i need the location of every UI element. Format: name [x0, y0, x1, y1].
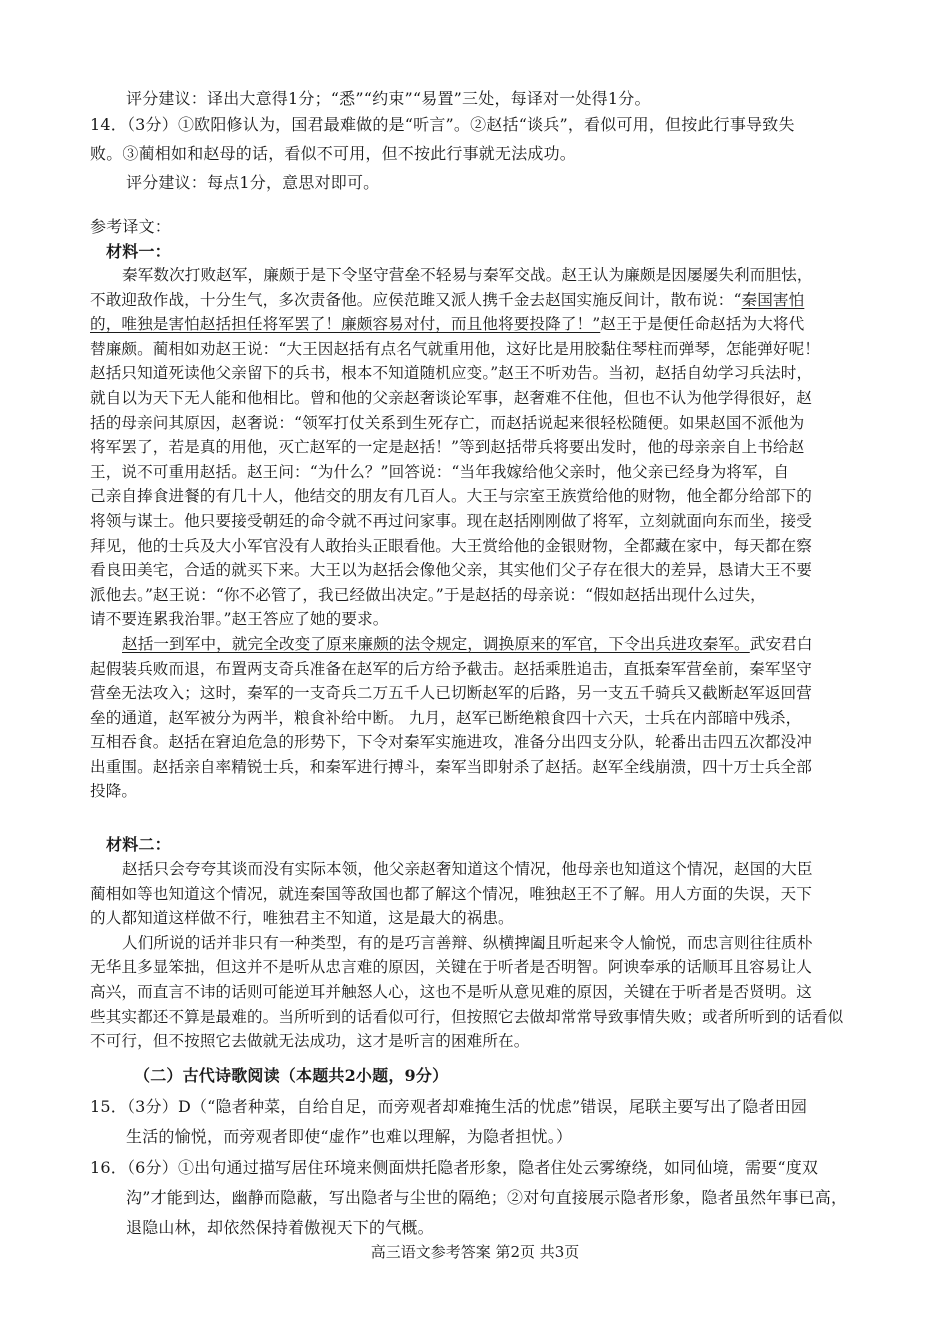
q15-line-2: 生活的愉悦，而旁观者即使“虚作”也难以理解，为隐者担忧。） — [126, 1127, 573, 1146]
m1-line: 括的母亲问其原因，赵奢说：“领军打仗关系到生死存亡，而赵括说起来很轻松随便。如果赵国不派他为 — [90, 413, 805, 432]
m1-underlined-text: 赵括一到军中，就完全改变了原来廉颇的法令规定，调换原来的军官，下令出兵进攻秦军。 — [122, 634, 750, 653]
scoring-line: 评分建议：译出大意得1分；“悉”“约束”“易置”三处，每译对一处得1分。 — [126, 89, 651, 108]
q14-line-2: 败。③蔺相如和赵母的话，看似不可用，但不按此行事就无法成功。 — [90, 144, 577, 163]
m1-underlined-text: 秦国害怕 — [741, 290, 805, 309]
m1-line: 营垒无法攻入；这时，秦军的一支奇兵二万五千人已切断赵军的后路，另一支五千骑兵又截断赵军返回营 — [90, 684, 812, 703]
m1-line: 将领与谋士。他只要接受朝廷的命令就不再过问家事。现在赵括刚刚做了将军，立刻就面向东而坐，接受 — [90, 511, 812, 530]
m1-line: 互相吞食。赵括在窘迫危急的形势下，下令对秦军实施进攻，准备分出四支分队，轮番出击四五次都没冲 — [90, 733, 812, 752]
m2-line: 不可行，但不按照它去做就无法成功，这才是听言的困难所在。 — [90, 1032, 530, 1051]
q16-line-1: 16．（6分）①出句通过描写居住环境来侧面烘托隐者形象，隐者住处云雾缭绕，如同仙境，需要“度双 — [90, 1158, 819, 1177]
q16-line-2: 沟”才能到达，幽静而隐蔽，写出隐者与尘世的隔绝；②对句直接展示隐者形象，隐者虽然年事已高， — [126, 1188, 848, 1207]
m1-line: 己亲自捧食进餐的有几十人，他结交的朋友有几百人。大王与宗室王族赏给他的财物，他全都分给部下的 — [90, 487, 812, 506]
m1-line: 起假装兵败而退，布置两支奇兵准备在赵军的后方给予截击。赵括乘胜追击，直抵秦军营垒前，秦军坚守 — [90, 659, 812, 678]
m1-line: 垒的通道，赵军被分为两半，粮食补给中断。 九月，赵军已断绝粮食四十六天，士兵在内部暗中残杀， — [90, 708, 802, 727]
reference-translation — [90, 214, 880, 264]
m1-line: 不敢迎敌作战，十分生气，多次责备他。应侯范雎又派人携千金去赵国实施反间计，散布说：“秦国害怕 — [90, 290, 805, 309]
material-2 — [90, 832, 880, 1054]
m2-line: 些其实都还不算是最难的。当所听到的话看似可行，但按照它去做却常常导致事情失败；或者所听到的话看似 — [90, 1007, 844, 1026]
m1-line: 就自以为天下无人能和他相比。曾和他的父亲赵奢谈论军事，赵奢难不住他，但也不认为他学得很好，赵 — [90, 388, 812, 407]
m2-line: 的人都知道这样做不行，唯独君主不知道，这是最大的祸患。 — [90, 909, 514, 928]
question-15-answer — [90, 1094, 880, 1149]
m2-line: 无华且多显笨拙，但这并不是听从忠言难的原因，关键在于听者是否明智。阿谀奉承的话顺耳且容易让人 — [90, 958, 812, 977]
m1-line: 投降。 — [90, 782, 138, 801]
m2-line: 高兴，而直言不讳的话则可能逆耳并触怒人心，这也不是听从意见难的原因，关键在于听者是否贤明。这 — [90, 982, 812, 1001]
q15-line-1: 15．（3分）D（“隐者种菜，自给自足，而旁观者却难掩生活的忧虑”错误，尾联主要写出了隐者田园 — [90, 1097, 808, 1116]
m1-line: 出重围。赵括亲自率精锐士兵，和秦军进行搏斗，秦军当即射杀了赵括。赵军全线崩溃，四十万士兵全部 — [90, 757, 812, 776]
m1-line: 王，说不可重用赵括。赵王问：“为什么？”回答说：“当年我嫁给他父亲时，他父亲已经身为将军，自 — [90, 462, 790, 481]
section-2-heading: （二）古代诗歌阅读（本题共2小题，9分） — [134, 1066, 449, 1085]
section-2-heading-block — [90, 1063, 880, 1088]
q14-line-1: 14．（3分）①欧阳修认为，国君最难做的是“听言”。②赵括“谈兵”，看似可用，但按此行事导致失 — [90, 115, 795, 134]
scoring-note-13 — [90, 86, 880, 111]
m1-line: 看良田美宅，合适的就买下来。大王以为赵括会像他父亲，其实他们父子存在很大的差异，恳请大王不要 — [90, 561, 812, 580]
m1-line: 替廉颇。蔺相如劝赵王说：“大王因赵括有点名气就重用他，这好比是用胶黏住琴柱而弹琴，怎能弹好呢！ — [90, 339, 820, 358]
m1-line: 请不要连累我治罪。”赵王答应了她的要求。 — [90, 610, 389, 629]
m1-line: 将军罢了，若是真的用他，灭亡赵军的一定是赵括！”等到赵括带兵将要出发时，他的母亲亲自上书给赵 — [90, 438, 805, 457]
m1-line: 的，唯独是害怕赵括担任将军罢了！廉颇容易对付，而且他将要投降了！”赵王于是便任命赵括为大将代 — [90, 315, 805, 334]
m1-underlined-text: 的，唯独是害怕赵括担任将军罢了！廉颇容易对付，而且他将要投降了！” — [90, 315, 601, 334]
reference-title: 参考译文： — [90, 217, 172, 236]
question-14-answer — [90, 112, 880, 195]
m2-line: 蔺相如等也知道这个情况，就连秦国等敌国也都了解这个情况，唯独赵王不了解。用人方面的失误，天下 — [90, 884, 812, 903]
q14-scoring: 评分建议：每点1分，意思对即可。 — [126, 173, 380, 192]
page-footer: 高三语文参考答案 第2页 共3页 — [370, 1243, 580, 1261]
m1-line: 赵括只知道死读他父亲留下的兵书，根本不知道随机应变。”赵王不听劝告。当初，赵括自幼学习兵法时， — [90, 364, 813, 383]
m1-line: 拜见，他的士兵及大小军官没有人敢抬头正眼看他。大王赏给他的金银财物，全都藏在家中，每天都在察 — [90, 536, 812, 555]
m2-line: 人们所说的话并非只有一种类型，有的是巧言善辩、纵横捭阖且听起来令人愉悦，而忠言则往往质朴 — [122, 933, 813, 952]
m1-line: 秦军数次打败赵军，廉颇于是下令坚守营垒不轻易与秦军交战。赵王认为廉颇是因屡屡失利而胆怯， — [122, 266, 813, 284]
material-1-heading: 材料一： — [106, 242, 171, 261]
m1-line: 赵括一到军中，就完全改变了原来廉颇的法令规定，调换原来的军官，下令出兵进攻秦军。武安君白 — [122, 634, 813, 653]
question-16-answer — [90, 1155, 880, 1240]
material-1-body — [90, 263, 880, 804]
m2-line: 赵括只会夸夸其谈而没有实际本领，他父亲赵奢知道这个情况，他母亲也知道这个情况，赵国的大臣 — [122, 860, 813, 878]
q16-line-3: 退隐山林，却依然保持着傲视天下的气概。 — [126, 1218, 434, 1237]
material-2-heading: 材料二： — [106, 835, 171, 854]
m1-line: 派他去。”赵王说：“你不必管了，我已经做出决定。”于是赵括的母亲说：“假如赵括出现什么过失， — [90, 585, 766, 604]
